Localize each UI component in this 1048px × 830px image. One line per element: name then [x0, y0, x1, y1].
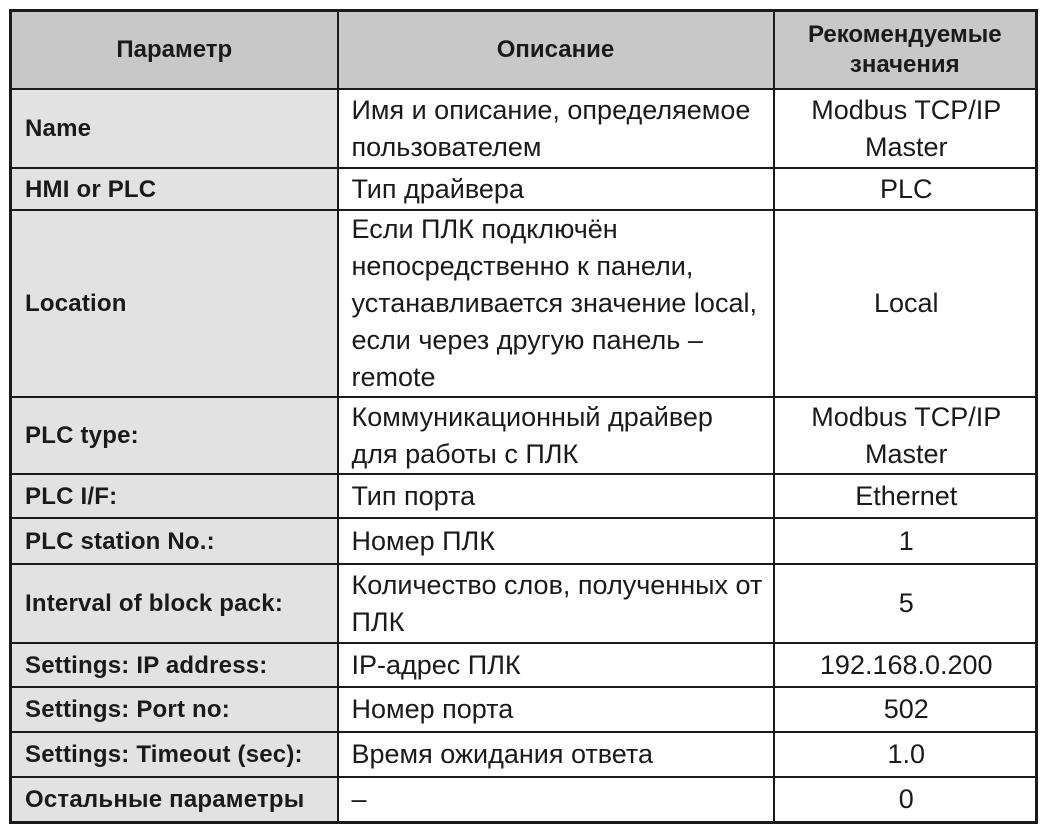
- table-row: [11, 687, 1037, 732]
- header-parameter: Параметр: [11, 11, 338, 90]
- value-cell: Modbus TCP/IP Master: [774, 397, 1037, 474]
- param-cell: PLC I/F:: [11, 474, 338, 518]
- desc-cell: Тип драйвера: [338, 168, 774, 210]
- table-row: [11, 397, 1037, 474]
- value-cell: 502: [774, 687, 1037, 732]
- value-cell: 5: [774, 564, 1037, 643]
- desc-cell: IP-адрес ПЛК: [338, 643, 774, 687]
- desc-cell: Номер ПЛК: [338, 518, 774, 564]
- table-row: [11, 210, 1037, 397]
- value-cell: Modbus TCP/IP Master: [774, 89, 1037, 168]
- table-row: [11, 643, 1037, 687]
- desc-cell: Имя и описание, определяемое пользователем: [338, 89, 774, 168]
- value-cell: Local: [774, 210, 1037, 397]
- desc-cell: Если ПЛК подключён непосредственно к панели, устанавливается значение local, если через другую панель – remote: [338, 210, 774, 397]
- param-cell: Interval of block pack:: [11, 564, 338, 643]
- table-header: [11, 11, 1037, 90]
- param-cell: Остальные параметры: [11, 777, 338, 822]
- param-cell: PLC type:: [11, 397, 338, 474]
- table-row: [11, 474, 1037, 518]
- value-cell: PLC: [774, 168, 1037, 210]
- parameters-table: [9, 9, 1038, 824]
- header-description: Описание: [338, 11, 774, 90]
- param-cell: HMI or PLC: [11, 168, 338, 210]
- desc-cell: –: [338, 777, 774, 822]
- desc-cell: Тип порта: [338, 474, 774, 518]
- value-cell: 0: [774, 777, 1037, 822]
- desc-cell: Количество слов, полученных от ПЛК: [338, 564, 774, 643]
- desc-cell: Коммуникационный драйвер для работы с ПЛК: [338, 397, 774, 474]
- table-row: [11, 89, 1037, 168]
- table-body: [11, 89, 1037, 822]
- value-cell: 192.168.0.200: [774, 643, 1037, 687]
- value-cell: 1.0: [774, 732, 1037, 777]
- table-row: [11, 518, 1037, 564]
- table-row: [11, 564, 1037, 643]
- table-row: [11, 732, 1037, 777]
- header-recommended-values: Рекомендуемые значения: [774, 11, 1037, 90]
- value-cell: Ethernet: [774, 474, 1037, 518]
- param-cell: Settings: IP address:: [11, 643, 338, 687]
- param-cell: Settings: Timeout (sec):: [11, 732, 338, 777]
- param-cell: PLC station No.:: [11, 518, 338, 564]
- desc-cell: Номер порта: [338, 687, 774, 732]
- value-cell: 1: [774, 518, 1037, 564]
- table-row: [11, 777, 1037, 822]
- param-cell: Name: [11, 89, 338, 168]
- header-row: [11, 11, 1037, 90]
- param-cell: Location: [11, 210, 338, 397]
- param-cell: Settings: Port no:: [11, 687, 338, 732]
- table-row: [11, 168, 1037, 210]
- desc-cell: Время ожидания ответа: [338, 732, 774, 777]
